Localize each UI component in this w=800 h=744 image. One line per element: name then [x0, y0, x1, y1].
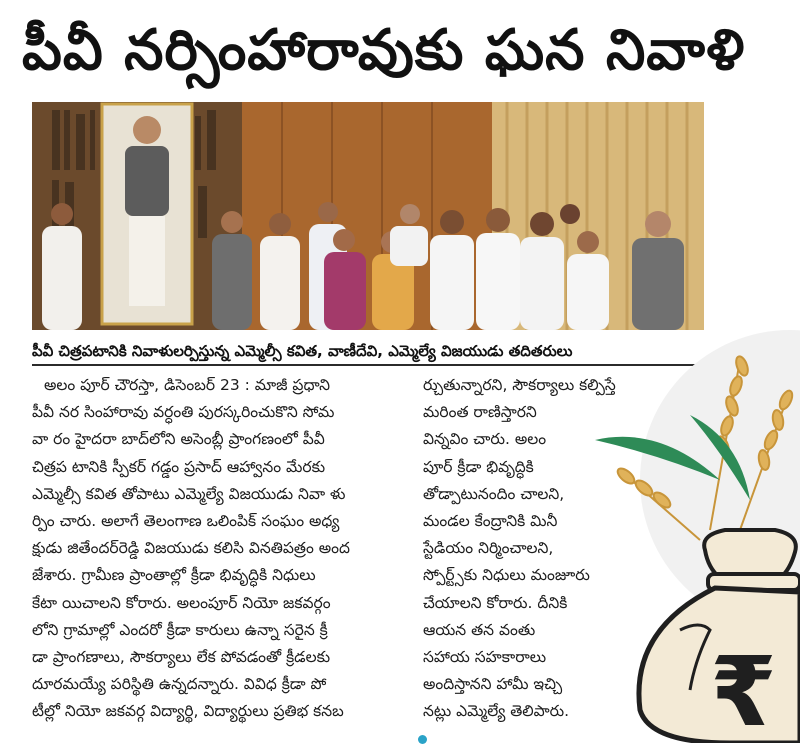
article-line: తోడ్పాటునందిం చాలని,	[423, 484, 565, 503]
article-line: మరింత రాణిస్తారని	[423, 403, 537, 422]
article-line: ఎమ్మెల్సీ కవిత తోపాటు ఎమ్మెల్యే విజయుడు నివా ళు	[32, 484, 346, 503]
news-photo	[32, 102, 704, 330]
article-line: కేటా యిచాలని కోరారు. అలంపూర్ నియో జకవర్గం	[32, 593, 331, 612]
article-line: అలం పూర్ చౌరస్తా, డిసెంబర్ 23 : మాజీ ప్రధాని	[44, 376, 330, 394]
money-bag-icon	[639, 530, 800, 743]
article-line: దూరమయ్యే పరిస్థితి ఉన్నదన్నారు. వివిధ క్రీడా పో	[32, 675, 327, 694]
article-line: మండల కేంద్రానికి మినీ	[423, 512, 558, 531]
article-line: చిత్రప టానికి స్పీకర్ గడ్డం ప్రసాద్ ఆహ్వానం మేరకు	[32, 457, 326, 476]
article-line: ర్చుతున్నారని, సౌకర్యాలు కల్పిస్తే	[423, 376, 616, 394]
article-line: పూర్ క్రీడా భివృద్ధికి	[423, 457, 534, 476]
article-line: ర్పిం చారు. అలాగే తెలంగాణ ఒలింపిక్ సంఘం అధ్య	[32, 512, 340, 531]
article-line: స్టేడియం నిర్మించాలని,	[423, 539, 554, 558]
article-column-right	[423, 372, 619, 726]
article-column-left	[32, 372, 410, 726]
headline: పీవీ నర్సింహారావుకు ఘన నివాళి	[22, 18, 746, 83]
article-line: అందిస్తానని హామీ ఇచ్చి	[423, 675, 563, 694]
article-line: టీల్లో నియో జకవర్గ విద్యార్థి, విద్యార్థులు ప్రతిభ కనబ	[32, 702, 344, 721]
article-line: వా రం హైదరా బాద్‌లోని అసెంబ్లీ ప్రాంగణంలో పీవీ	[32, 430, 325, 449]
article-line: స్పోర్ట్స్‌కు నిధులు మంజూరు	[423, 566, 590, 585]
photo-caption: పీవీ చిత్రపటానికి నివాళులర్పిస్తున్న ఎమ్మెల్సీ కవిత, వాణీదేవి, ఎమ్మెల్యే విజయుడు తదితరులు	[32, 338, 704, 366]
article-line: సహాయ సహకారాలు	[423, 648, 547, 667]
article-line: లోని గ్రామాల్లో ఎందరో క్రీడా కారులు ఉన్నా సరైన క్రీ	[32, 620, 328, 639]
article-line: నట్లు ఎమ్మెల్యే తెలిపారు.	[423, 702, 570, 721]
article-line: ఆయన తన వంతు	[423, 620, 536, 639]
article-line: విన్నవిం చారు. అలం	[423, 430, 547, 449]
article-line: జేశారు. గ్రామీణ ప్రాంతాల్లో క్రీడా భివృద్ధికి నిధులు	[32, 566, 316, 585]
article-line: చేయాలని కోరారు. దీనికి	[423, 593, 568, 612]
article-line: డా ప్రాంగణాలు, సౌకర్యాలు లేక పోవడంతో క్రీడలకు	[32, 648, 331, 667]
rupee-symbol: ₹	[710, 636, 777, 743]
money-bag-illustration	[590, 330, 800, 743]
article-line: పీవీ నర సింహారావు వర్ధంతి పురస్కరించుకొని సోమ	[32, 403, 335, 422]
article-line: క్షుడు జితేందర్‌రెడ్డి విజయుడు కలిసి వినతిపత్రం అంద	[32, 539, 350, 558]
